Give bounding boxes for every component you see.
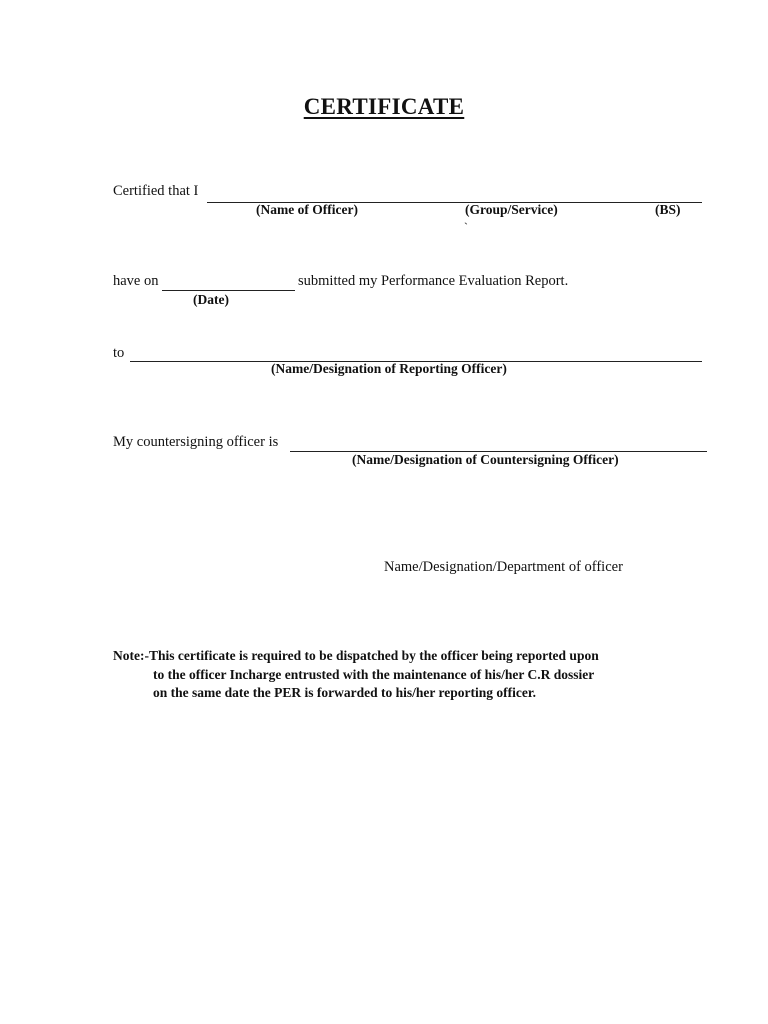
date-caption: (Date)	[193, 292, 229, 307]
signature-label: Name/Designation/Department of officer	[384, 559, 623, 575]
note-line-2: to the officer Incharge entrusted with the maintenance of his/her C.R dossier	[153, 666, 595, 682]
certified-that-label: Certified that I	[113, 183, 199, 199]
bs-caption: (BS)	[655, 202, 681, 217]
name-of-officer-caption: (Name of Officer)	[256, 202, 358, 217]
reporting-officer-caption: (Name/Designation of Reporting Officer)	[271, 361, 507, 376]
have-on-label: have on	[113, 273, 159, 289]
to-label: to	[113, 345, 125, 361]
countersigning-officer-caption: (Name/Designation of Countersigning Officer)	[352, 452, 619, 467]
note-block	[113, 647, 599, 703]
note-line-3: on the same date the PER is forwarded to his/her reporting officer.	[153, 685, 536, 700]
submitted-report-text: submitted my Performance Evaluation Report.	[298, 273, 569, 289]
page-title: CERTIFICATE	[303, 94, 465, 119]
date-field-line[interactable]	[162, 290, 295, 291]
countersigning-label: My countersigning officer is	[113, 434, 279, 450]
note-line-1: Note:-This certificate is required to be dispatched by the officer being reported upon	[113, 648, 599, 663]
stray-mark: `	[464, 220, 468, 234]
group-service-caption: (Group/Service)	[465, 202, 558, 217]
